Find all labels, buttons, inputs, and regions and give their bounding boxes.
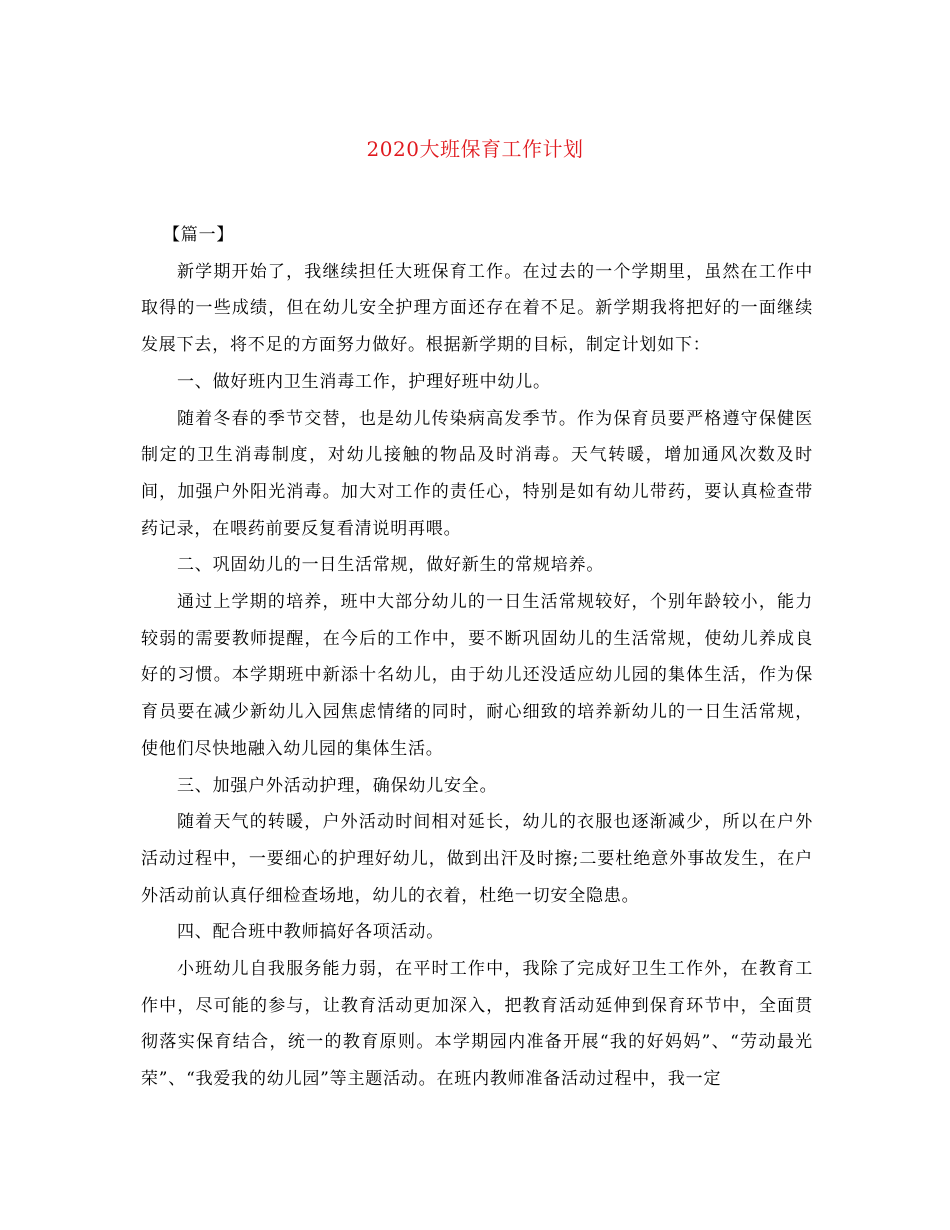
paragraph-two: 通过上学期的培养，班中大部分幼儿的一日生活常规较好，个别年龄较小，能力较弱的需要教师提醒，在今后的工作中，要不断巩固幼儿的生活常规，使幼儿养成良好的习惯。本学期班中新添十名幼儿，由于幼儿还没适应幼儿园的集体生活，作为保育员要在减少新幼儿入园焦虑情绪的同时，耐心细致的培养新幼儿的一日生活常规，使他们尽快地融入幼儿园的集体生活。 — [141, 592, 813, 759]
heading-two: 二、巩固幼儿的一日生活常规，做好新生的常规培养。 — [177, 555, 605, 576]
heading-four: 四、配合班中教师搞好各项活动。 — [177, 922, 444, 943]
document-title: 2020大班保育工作计划 — [366, 137, 584, 161]
document-body — [141, 217, 813, 1098]
paragraph-one: 随着冬春的季节交替，也是幼儿传染病高发季节。作为保育员要严格遵守保健医制定的卫生消毒制度，对幼儿接触的物品及时消毒。天气转暖，增加通风次数及时间，加强户外阳光消毒。加大对工作的责任心，特别是如有幼儿带药，要认真检查带药记录，在喂药前要反复看清说明再喂。 — [141, 408, 813, 539]
heading-three: 三、加强户外活动护理，确保幼儿安全。 — [177, 775, 498, 796]
paragraph-four: 小班幼儿自我服务能力弱，在平时工作中，我除了完成好卫生工作外，在教育工作中，尽可能的参与，让教育活动更加深入，把教育活动延伸到保育环节中，全面贯彻落实保育结合，统一的教育原则。本学期园内准备开展“我的好妈妈”、“劳动最光荣”、“我爱我的幼儿园”等主题活动。在班内教师准备活动过程中，我一定 — [141, 959, 813, 1090]
paragraph-three: 随着天气的转暖，户外活动时间相对延长，幼儿的衣服也逐渐减少，所以在户外活动过程中，一要细心的护理好幼儿，做到出汗及时擦;二要杜绝意外事故发生，在户外活动前认真仔细检查场地，幼儿的衣着，杜绝一切安全隐患。 — [141, 812, 813, 906]
intro-paragraph: 新学期开始了，我继续担任大班保育工作。在过去的一个学期里，虽然在工作中取得的一些成绩，但在幼儿安全护理方面还存在着不足。新学期我将把好的一面继续发展下去，将不足的方面努力做好。根据新学期的目标，制定计划如下： — [141, 261, 813, 356]
heading-one: 一、做好班内卫生消毒工作，护理好班中幼儿。 — [177, 371, 551, 392]
section-label-part-one: 【篇一】 — [163, 225, 235, 245]
